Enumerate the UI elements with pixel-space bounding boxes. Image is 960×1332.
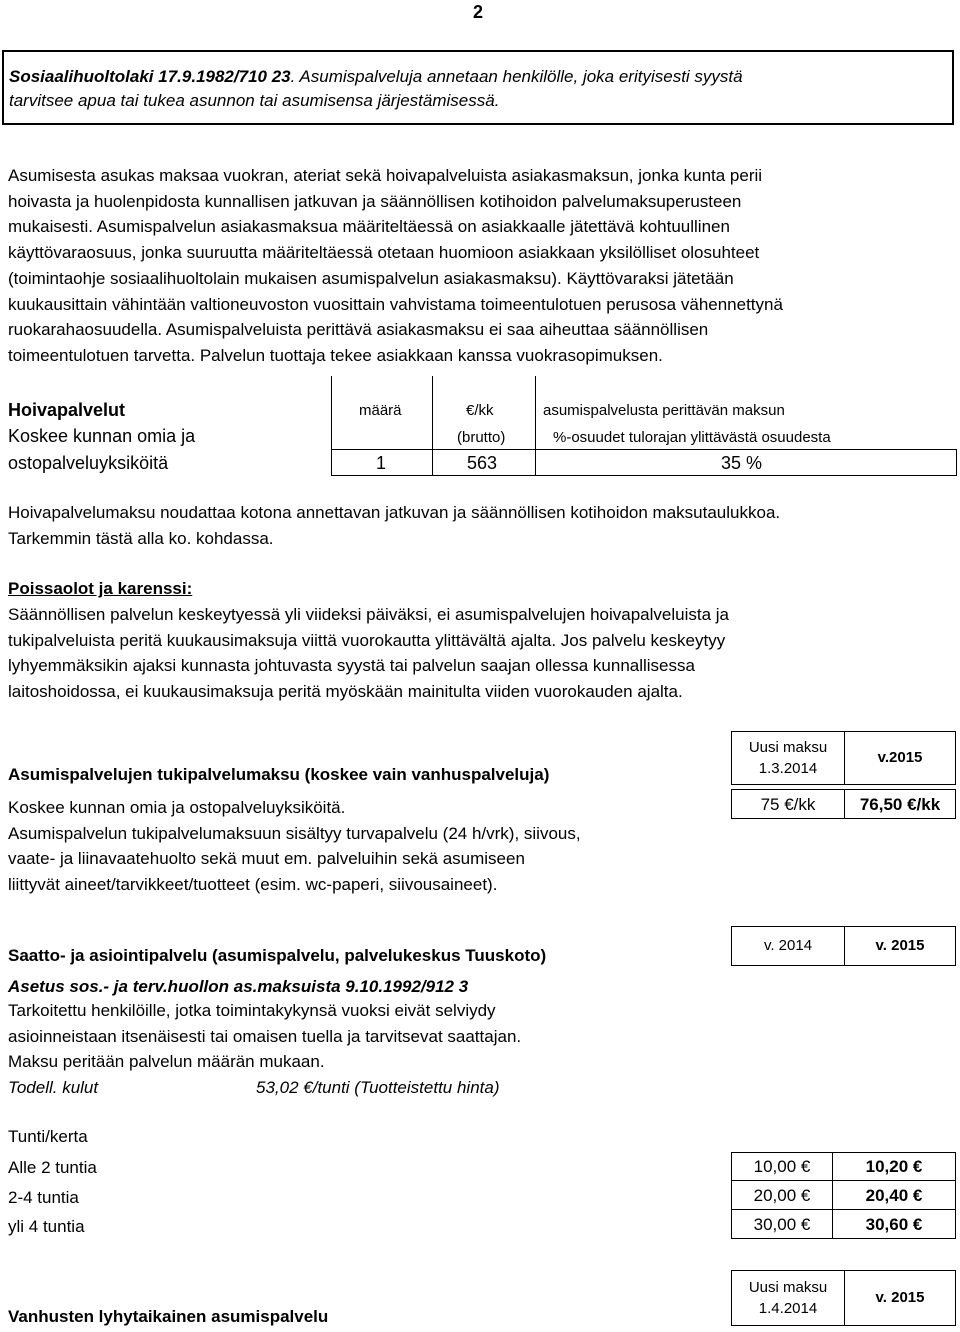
hours-label: Tunti/kerta	[8, 1127, 88, 1146]
hoiva-title: Hoivapalvelut	[8, 400, 126, 420]
escort-law: Asetus sos.- ja terv.huollon as.maksuista 9.10.1992/912 3	[8, 977, 469, 996]
hoiva-note: Hoivapalvelumaksu noudattaa kotona annettavan jatkuvan ja säännöllisen kotihoidon maksutaulukkoa. Tarkemmin tästä alla ko. kohdassa.	[8, 503, 781, 548]
rate-2014: 30,00 €	[731, 1209, 833, 1239]
support-col2-value: 76,50 €/kk	[844, 789, 956, 819]
law-line-2: tarvitsee apua tai tukea asunnon tai asumisensa järjestämisessä.	[9, 91, 500, 110]
support-paragraph: Koskee kunnan omia ja ostopalveluyksiköitä. Asumispalvelun tukipalvelumaksuun sisältyy turvapalvelu (24 h/vrk), siivous, vaate- ja liinavaatehuolto sekä muut em. palveluihin sekä asumiseen liittyvät aineet/tarvikkeet/tuotteet (esim. wc-paperi, siivousaineet).	[8, 798, 581, 895]
col-pct-header: asumispalvelusta perittävän maksun	[543, 402, 785, 419]
val-pct: 35 %	[721, 453, 763, 473]
support-col1-value: 75 €/kk	[731, 789, 845, 819]
cost-value: 53,02 €/tunti (Tuotteistettu hinta)	[256, 1078, 500, 1097]
support-heading: Asumispalvelujen tukipalvelumaksu (koskee vain vanhuspalveluja)	[8, 765, 550, 784]
absence-heading: Poissaolot ja karenssi:	[8, 579, 193, 598]
rate-2015: 10,20 €	[832, 1152, 956, 1181]
hoiva-table-divider	[331, 376, 332, 475]
shortterm-col1-header: Uusi maksu 1.4.2014	[731, 1270, 845, 1326]
shortterm-heading: Vanhusten lyhytaikainen asumispalvelu	[8, 1307, 329, 1326]
hoiva-table-divider	[956, 449, 957, 475]
hoiva-table-line	[331, 475, 957, 476]
absence-paragraph: Säännöllisen palvelun keskeytyessä yli viideksi päiväksi, ei asumispalvelujen hoivapalveluista ja tukipalveluista peritä kuukausimaksuja viittä vuorokautta ylittävältä ajalta. Jos palvelu keskeytyy lyhyemmäksikin ajaksi kunnasta johtuvasta syystä tai palvelun saajan ollessa kunnallisessa laitoshoidossa, ei kuukausimaksuja peritä myöskään mainitulta viiden vuorokauden ajalta.	[8, 605, 729, 702]
hoiva-scope-2: ostopalveluyksiköitä	[8, 453, 169, 473]
rate-2014: 20,00 €	[731, 1180, 833, 1210]
rate-2015: 20,40 €	[832, 1180, 956, 1210]
support-col1-header: Uusi maksu 1.3.2014	[731, 731, 845, 785]
escort-col1-header: v. 2014	[731, 926, 845, 966]
support-col2-header: v.2015	[844, 731, 956, 785]
val-maara: 1	[376, 453, 387, 473]
cost-label: Todell. kulut	[8, 1078, 99, 1097]
shortterm-col2-header: v. 2015	[844, 1270, 956, 1326]
rate-2014: 10,00 €	[731, 1152, 833, 1181]
intro-paragraph: Asumisesta asukas maksaa vuokran, ateriat sekä hoivapalveluista asiakasmaksun, jonka kunta perii hoivasta ja huolenpidosta kunnallisen jatkuvan ja säännöllisen kotihoidon palvelumaksuperusteen mukaisesti. Asumispalvelun asiakasmaksua määriteltäessä on asiakkaalle jätettävä kohtuullinen käyttövaraosuus, jonka suuruutta määriteltäessä otetaan huomioon asiakkaan yksilölliset olosuhteet (toimintaohje sosiaalihuoltolain mukaisen asumispalvelun asiakasmaksu). Käyttövaraksi jätetään kuukausittain vähintään valtioneuvoston vuosittain vahvistama toimeentulotuen perusosa vähennettynä ruokarahaosuudella. Asumispalveluista perittävä asiakasmaksu ei saa aiheuttaa säännöllisen toimeentulotuen tarvetta. Palvelun tuottaja tekee asiakkaan kanssa vuokrasopimuksen.	[8, 166, 783, 365]
page-number: 2	[473, 2, 484, 22]
hoiva-table-divider	[432, 376, 433, 475]
rate-row-label: Alle 2 tuntia	[8, 1158, 97, 1177]
col-maara-header: määrä	[359, 402, 402, 419]
escort-col2-header: v. 2015	[844, 926, 956, 966]
hoiva-scope-1: Koskee kunnan omia ja	[8, 426, 196, 446]
escort-paragraph: Tarkoitettu henkilöille, jotka toimintakykynsä vuoksi eivät selviydy asioinneistaan itsenäisesti tai omaisen tuella ja tarvitsevat saattajan. Maksu peritään palvelun määrän mukaan.	[8, 1001, 522, 1072]
rate-2015: 30,60 €	[832, 1209, 956, 1239]
hoiva-table-divider	[535, 376, 536, 475]
val-eur: 563	[467, 453, 498, 473]
escort-heading: Saatto- ja asiointipalvelu (asumispalvelu, palvelukeskus Tuuskoto)	[8, 946, 547, 965]
col-eur-subheader: (brutto)	[457, 429, 506, 446]
col-eur-header: €/kk	[466, 402, 494, 419]
col-pct-subheader: %-osuudet tulorajan ylittävästä osuudesta	[553, 429, 831, 446]
law-line-1: Sosiaalihuoltolaki 17.9.1982/710 23. Asumispalveluja annetaan henkilölle, joka erityisesti syystä	[9, 67, 743, 86]
rate-row-label: 2-4 tuntia	[8, 1188, 79, 1207]
hoiva-table-line	[331, 449, 957, 450]
rate-row-label: yli 4 tuntia	[8, 1217, 85, 1236]
